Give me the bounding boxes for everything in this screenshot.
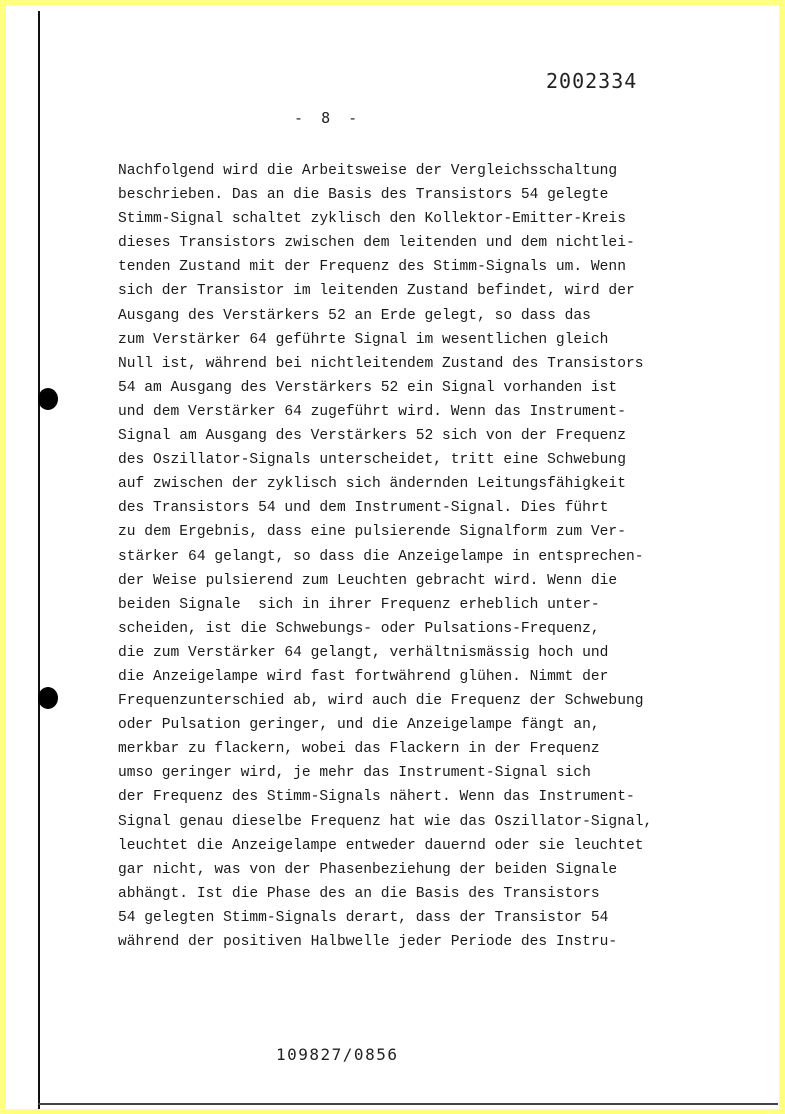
text-line: der Weise pulsierend zum Leuchten gebracht wird. Wenn die (118, 572, 618, 589)
bottom-margin-rule (38, 1103, 778, 1105)
text-line: merkbar zu flackern, wobei das Flackern in der Frequenz (118, 741, 600, 758)
document-page (6, 5, 779, 1109)
text-line: die zum Verstärker 64 gelangt, verhältnismässig hoch und (118, 644, 609, 661)
text-line: auf zwischen der zyklisch sich ändernden Leitungsfähigkeit (118, 476, 626, 493)
text-line: des Transistors 54 und dem Instrument-Signal. Dies führt (118, 500, 609, 517)
text-line: während der positiven Halbwelle jeder Periode des Instru- (118, 934, 618, 950)
document-number: 2002334 (546, 69, 638, 93)
left-margin-rule (38, 11, 40, 1109)
text-line: die Anzeigelampe wird fast fortwährend glühen. Nimmt der (118, 668, 609, 685)
text-line: stärker 64 gelangt, so dass die Anzeigelampe in entsprechen- (118, 548, 644, 565)
text-line: umso geringer wird, je mehr das Instrument-Signal sich (118, 765, 591, 782)
text-line: und dem Verstärker 64 zugeführt wird. Wenn das Instrument- (118, 403, 626, 420)
text-line: 54 am Ausgang des Verstärkers 52 ein Signal vorhanden ist (118, 379, 618, 396)
text-line: zum Verstärker 64 geführte Signal im wesentlichen gleich (118, 331, 609, 348)
footer-reference-number: 109827/0856 (276, 1045, 399, 1064)
text-line: sich der Transistor im leitenden Zustand befindet, wird der (118, 283, 635, 300)
text-line: tenden Zustand mit der Frequenz des Stimm-Signals um. Wenn (118, 259, 626, 276)
text-line: beiden Signale sich in ihrer Frequenz erheblich unter- (118, 596, 600, 613)
body-paragraph (118, 159, 652, 954)
text-line: Frequenzunterschied ab, wird auch die Frequenz der Schwebung (118, 693, 644, 710)
punch-hole (38, 687, 58, 709)
page-number: - 8 - (294, 109, 358, 127)
text-line: leuchtet die Anzeigelampe entweder dauernd oder sie leuchtet (118, 837, 644, 854)
text-line: Signal am Ausgang des Verstärkers 52 sich von der Frequenz (118, 428, 626, 445)
text-line: gar nicht, was von der Phasenbeziehung der beiden Signale (118, 861, 618, 878)
text-line: der Frequenz des Stimm-Signals nähert. Wenn das Instrument- (118, 789, 635, 806)
punch-hole (38, 388, 58, 410)
text-line: Stimm-Signal schaltet zyklisch den Kollektor-Emitter-Kreis (118, 211, 626, 228)
text-line: Signal genau dieselbe Frequenz hat wie das Oszillator-Signal, (118, 813, 653, 830)
text-line: dieses Transistors zwischen dem leitenden und dem nichtlei- (118, 235, 635, 252)
text-line: Null ist, während bei nichtleitendem Zustand des Transistors (118, 355, 644, 372)
text-line: Ausgang des Verstärkers 52 an Erde gelegt, so dass das (118, 307, 591, 324)
text-line: abhängt. Ist die Phase des an die Basis des Transistors (118, 885, 600, 902)
text-line: Nachfolgend wird die Arbeitsweise der Vergleichsschaltung (118, 163, 618, 179)
text-line: scheiden, ist die Schwebungs- oder Pulsations-Frequenz, (118, 620, 600, 637)
text-line: beschrieben. Das an die Basis des Transistors 54 gelegte (118, 187, 609, 204)
text-line: des Oszillator-Signals unterscheidet, tritt eine Schwebung (118, 452, 626, 469)
text-line: oder Pulsation geringer, und die Anzeigelampe fängt an, (118, 717, 600, 734)
text-line: zu dem Ergebnis, dass eine pulsierende Signalform zum Ver- (118, 524, 626, 541)
text-line: 54 gelegten Stimm-Signals derart, dass der Transistor 54 (118, 909, 609, 926)
